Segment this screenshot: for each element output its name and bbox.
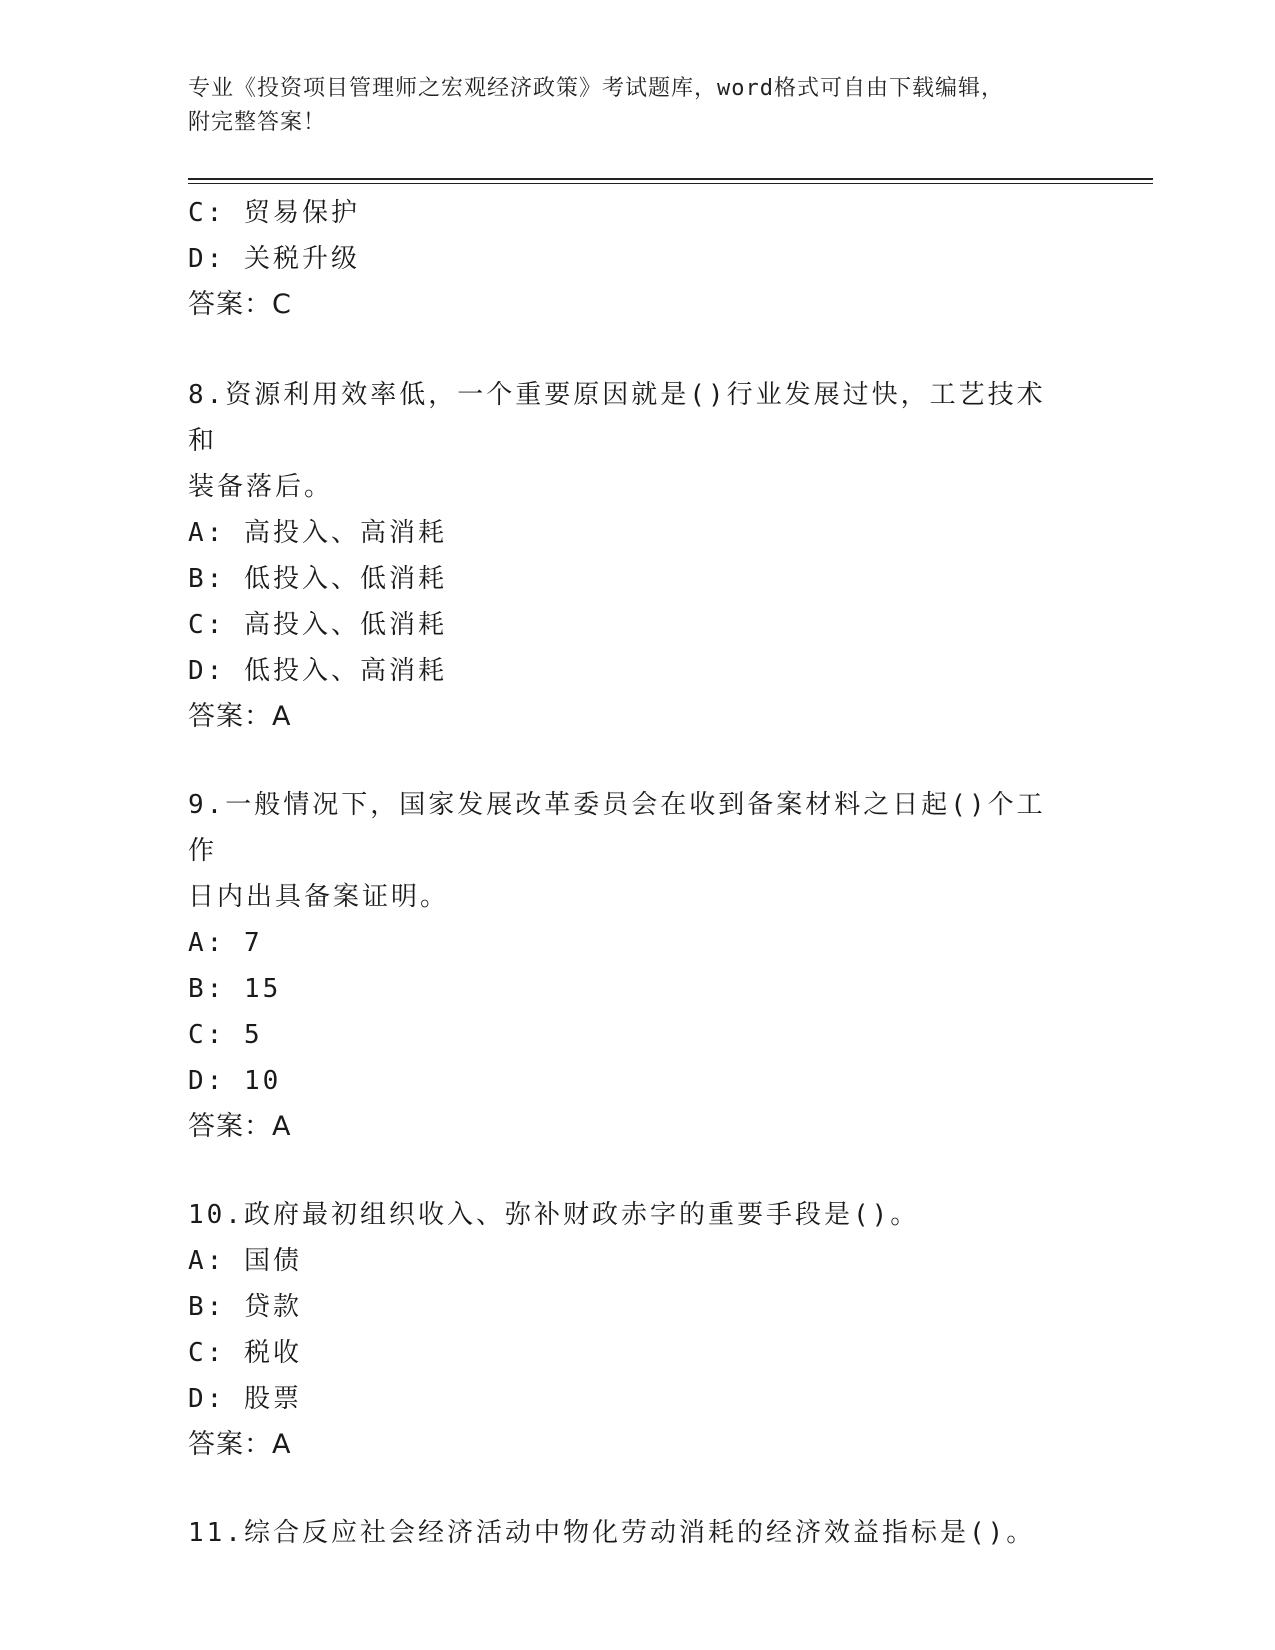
question-text-line-1: 10.政府最初组织收入、弥补财政赤字的重要手段是()。 (188, 1200, 920, 1230)
header-line-2: 附完整答案！ (188, 110, 327, 135)
answer-line: 答案：A (188, 701, 292, 732)
option-c: C: 5 (188, 1020, 263, 1050)
question-block-11 (188, 1510, 1068, 1556)
option-c: C: 税收 (188, 1338, 302, 1368)
option-c: C: 高投入、低消耗 (188, 610, 447, 640)
question-block-9 (188, 782, 1068, 1150)
option-b: B: 低投入、低消耗 (188, 564, 447, 594)
option-d: D: 10 (188, 1066, 282, 1096)
option-a: A: 国债 (188, 1246, 302, 1276)
header-line-1: 专业《投资项目管理师之宏观经济政策》考试题库，word格式可自由下载编辑， (188, 76, 1004, 101)
option-a: A: 高投入、高消耗 (188, 518, 447, 548)
question-block-10 (188, 1192, 1068, 1468)
question-text-line-1: 9.一般情况下，国家发展改革委员会在收到备案材料之日起()个工作 (188, 790, 1046, 866)
answer-line: 答案：C (188, 289, 292, 320)
header-divider-thin (188, 183, 1153, 184)
question-block-8 (188, 372, 1068, 740)
document-header (188, 72, 1068, 140)
option-d: D: 股票 (188, 1384, 302, 1414)
question-list (188, 190, 1088, 1556)
option-b: B: 15 (188, 974, 282, 1004)
option-c: C: 贸易保护 (188, 198, 360, 228)
option-a: A: 7 (188, 928, 263, 958)
question-text-line-1: 11.综合反应社会经济活动中物化劳动消耗的经济效益指标是()。 (188, 1518, 1036, 1548)
question-text-line-1: 8.资源利用效率低，一个重要原因就是()行业发展过快，工艺技术和 (188, 380, 1046, 456)
header-divider-thick (188, 178, 1153, 180)
option-d: D: 关税升级 (188, 244, 360, 274)
question-block-7-continued (188, 190, 1088, 328)
answer-line: 答案：A (188, 1111, 292, 1142)
question-text-line-2: 日内出具备案证明。 (188, 882, 450, 912)
question-text-line-2: 装备落后。 (188, 472, 334, 502)
option-b: B: 贷款 (188, 1292, 302, 1322)
option-d: D: 低投入、高消耗 (188, 656, 447, 686)
answer-line: 答案：A (188, 1429, 292, 1460)
